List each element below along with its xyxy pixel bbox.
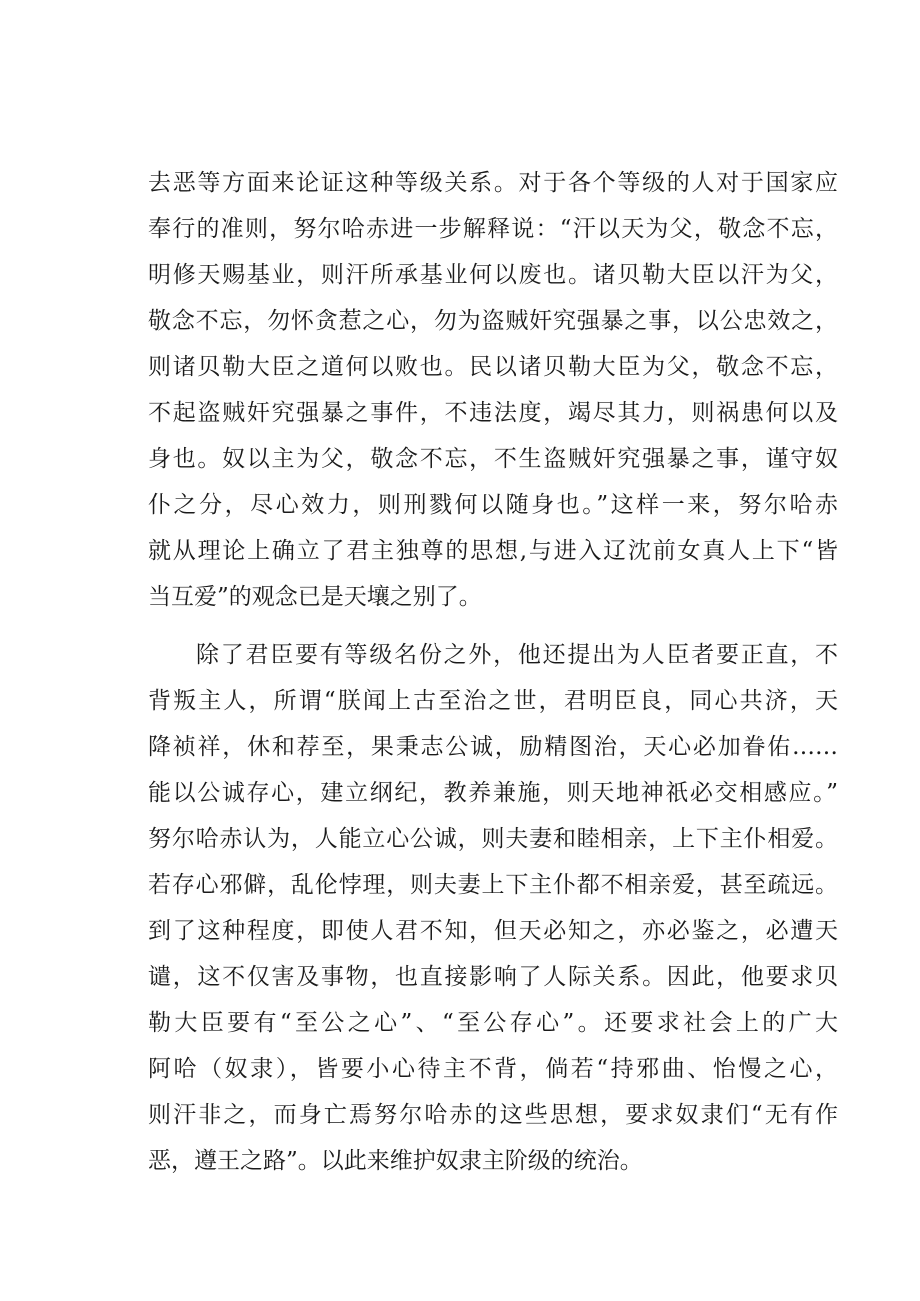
text-line: 不起盗贼奸究强暴之事件，不违法度，竭尽其力，则祸患何以及 xyxy=(148,400,838,426)
text-line: 谴，这不仅害及事物，也直接影响了人际关系。因此，他要求贝 xyxy=(148,964,838,990)
text-line: 勒大臣要有“至公之心”、“至公存心”。还要求社会上的广大 xyxy=(148,1010,838,1036)
body-text xyxy=(148,160,838,1184)
text-line: 除了君臣要有等级名份之外，他还提出为人臣者要正直，不 xyxy=(196,642,838,668)
text-line: 明修天赐基业，则汗所承基业何以废也。诸贝勒大臣以汗为父， xyxy=(148,262,838,288)
text-line: 努尔哈赤认为，人能立心公诚，则夫妻和睦相亲，上下主仆相爱。 xyxy=(148,826,838,852)
text-line: 阿哈（奴隶），皆要小心待主不背，倘若“持邪曲、怡慢之心， xyxy=(148,1056,838,1082)
text-line: 则汗非之，而身亡焉努尔哈赤的这些思想，要求奴隶们“无有作 xyxy=(148,1102,838,1128)
text-line: 若存心邪僻，乱伦悖理，则夫妻上下主仆都不相亲爱，甚至疏远。 xyxy=(148,872,838,898)
text-line: 身也。奴以主为父，敬念不忘，不生盗贼奸究强暴之事，谨守奴 xyxy=(148,446,838,472)
text-line: 背叛主人，所谓“朕闻上古至治之世，君明臣良，同心共济，天 xyxy=(148,688,838,714)
text-line: 到了这种程度，即使人君不知，但天必知之，亦必鉴之，必遭天 xyxy=(148,918,838,944)
text-line: 敬念不忘，勿怀贪惹之心，勿为盗贼奸究强暴之事，以公忠效之， xyxy=(148,308,838,334)
text-line: 则诸贝勒大臣之道何以败也。民以诸贝勒大臣为父，敬念不忘， xyxy=(148,354,838,380)
text-line: 去恶等方面来论证这种等级关系。对于各个等级的人对于国家应 xyxy=(148,170,838,196)
text-line: 就从理论上确立了君主独尊的思想,与进入辽沈前女真人上下“皆 xyxy=(148,538,838,564)
text-line: 仆之分，尽心效力，则刑戮何以随身也。”这样一来，努尔哈赤 xyxy=(148,492,838,518)
text-line: 恶，遵王之路”。以此来维护奴隶主阶级的统治。 xyxy=(148,1148,643,1174)
text-line: 能以公诚存心，建立纲纪，教养兼施，则天地神祇必交相感应。” xyxy=(148,780,838,806)
paragraph-1 xyxy=(148,160,838,620)
text-line: 降祯祥，休和荐至，果秉志公诚，励精图治，天心必加眷佑…… xyxy=(148,734,838,760)
text-line: 当互爱”的观念已是天壤之别了。 xyxy=(148,584,482,610)
paragraph-2 xyxy=(148,632,838,1184)
paragraph-gap xyxy=(148,620,838,632)
text-line: 奉行的准则，努尔哈赤进一步解释说：“汗以天为父，敬念不忘， xyxy=(148,216,838,242)
